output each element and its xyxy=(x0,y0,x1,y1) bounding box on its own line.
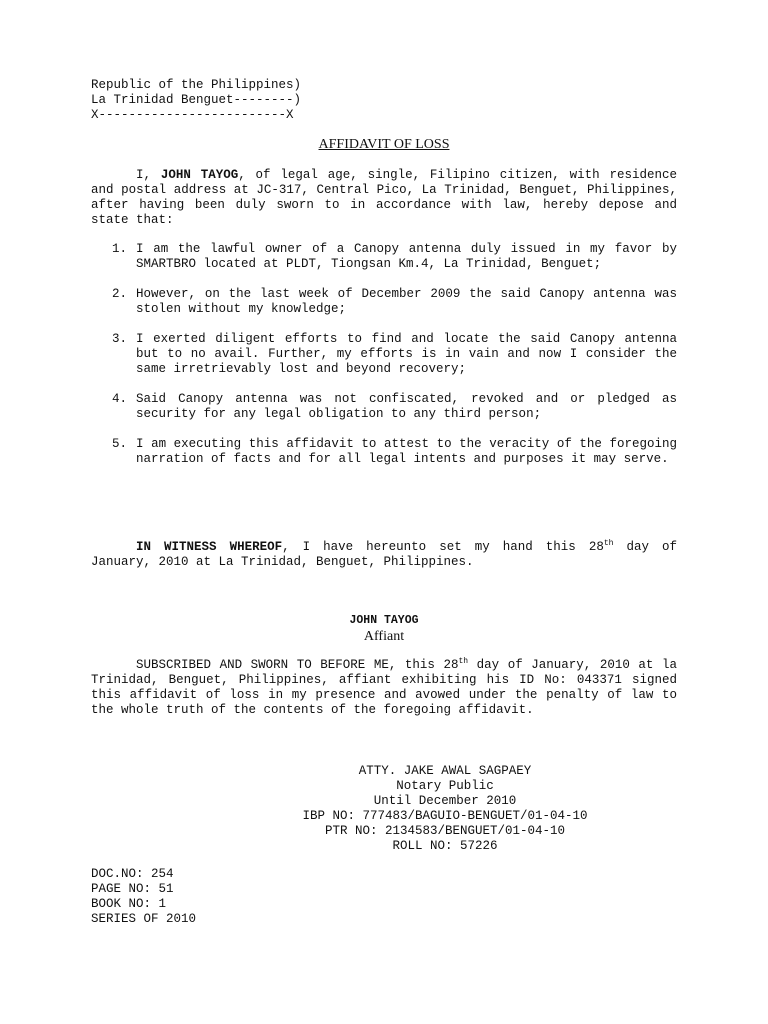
witness-superscript: th xyxy=(603,538,614,548)
item-number: 3. xyxy=(112,332,128,346)
intro-prefix: I, xyxy=(136,168,161,182)
list-item xyxy=(91,437,677,467)
statement-list xyxy=(91,242,677,482)
witness-paragraph xyxy=(91,540,677,570)
item-text: I am executing this affidavit to attest to the veracity of the foregoing narration of facts and for all legal intents and purposes it may serve. xyxy=(136,437,677,466)
affiant-label: Affiant xyxy=(363,629,405,644)
witness-text-2: day of January, 2010 at La Trinidad, Benguet, Philippines. xyxy=(91,540,677,569)
witness-text-1: , I have hereunto set my hand this 28 xyxy=(282,540,604,554)
caption-line-1: Republic of the Philippines) xyxy=(91,78,302,92)
item-number: 1. xyxy=(112,242,128,256)
list-item xyxy=(91,332,677,377)
list-item xyxy=(91,287,677,317)
notary-commission: Until December 2010 xyxy=(373,794,517,808)
affiant-signature-name: JOHN TAYOG xyxy=(349,614,419,627)
notary-roll: ROLL NO: 57226 xyxy=(392,839,498,853)
notary-name: ATTY. JAKE AWAL SAGPAEY xyxy=(358,764,532,778)
list-item xyxy=(91,242,677,272)
jurat-superscript: th xyxy=(458,656,469,666)
jurat-text-1: SUBSCRIBED AND SWORN TO BEFORE ME, this 28 xyxy=(136,658,459,672)
item-number: 4. xyxy=(112,392,128,406)
item-text: However, on the last week of December 2009 the said Canopy antenna was stolen without my knowledge; xyxy=(136,287,677,316)
jurat-text-2: day of January, 2010 at la Trinidad, Benguet, Philippines, affiant exhibiting his ID No: 043371 signed this affidavit of loss in my presence and avowed under the penalty of law to the whole truth of the contents of the foregoing affidavit. xyxy=(91,658,677,717)
intro-paragraph xyxy=(91,168,677,228)
caption-line-2: La Trinidad Benguet--------) xyxy=(91,93,302,107)
list-item xyxy=(91,392,677,422)
item-text: I am the lawful owner of a Canopy antenna duly issued in my favor by SMARTBRO located at PLDT, Tiongsan Km.4, La Trinidad, Benguet; xyxy=(136,242,677,271)
intro-text: , of legal age, single, Filipino citizen, with residence and postal address at JC-317, Central Pico, La Trinidad, Benguet, Philippines, after having been duly sworn to in accordance with law, hereby depose and state that: xyxy=(91,168,677,227)
page-number: PAGE NO: 51 xyxy=(91,882,174,896)
caption-line-3: X-------------------------X xyxy=(91,108,294,122)
book-number: BOOK NO: 1 xyxy=(91,897,167,911)
notary-block xyxy=(270,764,620,854)
jurat-paragraph xyxy=(91,658,677,718)
notarial-register xyxy=(91,867,196,927)
witness-heading: IN WITNESS WHEREOF xyxy=(136,540,283,554)
notary-ibp: IBP NO: 777483/BAGUIO-BENGUET/01-04-10 xyxy=(302,809,588,823)
item-text: Said Canopy antenna was not confiscated, revoked and or pledged as security for any legal obligation to any third person; xyxy=(136,392,677,421)
item-number: 5. xyxy=(112,437,128,451)
series-year: SERIES OF 2010 xyxy=(91,912,197,926)
notary-ptr: PTR NO: 2134583/BENGUET/01-04-10 xyxy=(324,824,566,838)
document-title: AFFIDAVIT OF LOSS xyxy=(318,137,450,152)
doc-number: DOC.NO: 254 xyxy=(91,867,174,881)
notary-title: Notary Public xyxy=(396,779,494,793)
item-number: 2. xyxy=(112,287,128,301)
venue-caption xyxy=(91,78,301,123)
item-text: I exerted diligent efforts to find and locate the said Canopy antenna but to no avail. Further, my efforts is in vain and now I consider the same irretrievably lost and beyond recovery; xyxy=(136,332,677,376)
affiant-name-inline: JOHN TAYOG xyxy=(160,168,239,182)
